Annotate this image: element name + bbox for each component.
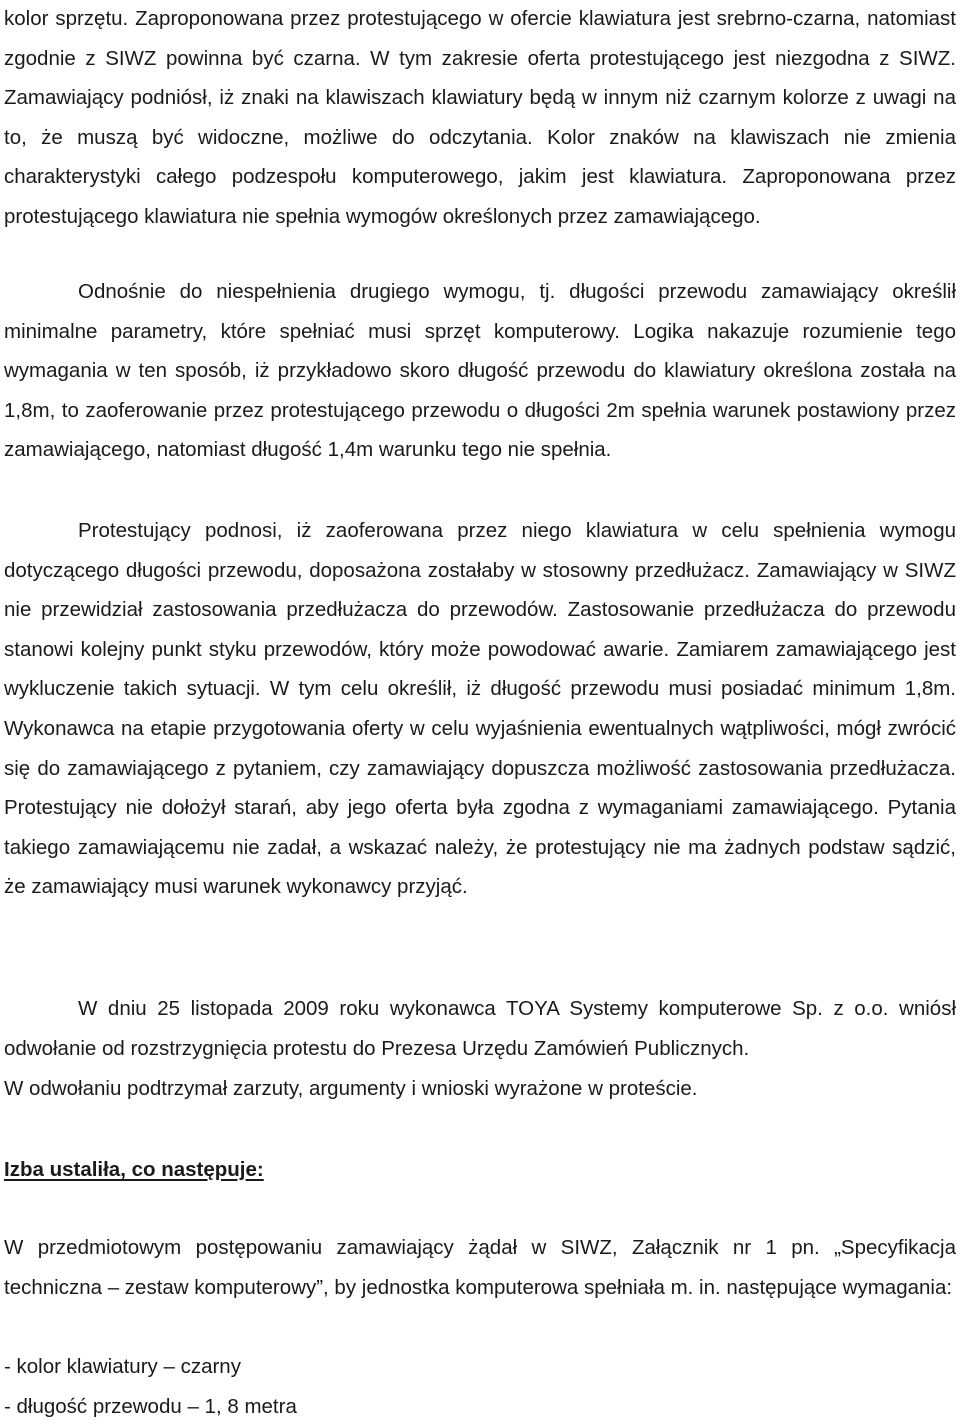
paragraph-appeal-filed: W dniu 25 listopada 2009 roku wykonawca TOYA Systemy komputerowe Sp. z o.o. wniósł odwołanie od rozstrzygnięcia protestu do Prezesa Urzędu Zamówień Publicznych. (4, 997, 956, 1060)
paragraph-keyboard-color: kolor sprzętu. Zaproponowana przez protestującego w ofercie klawiatura jest srebrno-czarna, natomiast zgodnie z SIWZ powinna być czarna. W tym zakresie oferta protestującego jest niezgodna z SIWZ. Zamawiający podniósł, iż znaki na klawiszach klawiatury będą w innym niż czarnym kolorze z uwagi na to, że muszą być widoczne, możliwe do odczytania. Kolor znaków na klawiszach nie zmienia charakterystyki całego podzespołu komputerowego, jakim jest klawiatura. Zaproponowana przez protestującego klawiatura nie spełnia wymogów określonych przez zamawiającego. (4, 7, 956, 228)
paragraph-cable-length: Odnośnie do niespełnienia drugiego wymogu, tj. długości przewodu zamawiający określił minimalne parametry, które spełniać musi sprzęt komputerowy. Logika nakazuje rozumienie tego wymagania w ten sposób, iż przykładowo skoro długość przewodu do klawiatury określona została na 1,8m, to zaoferowanie przez protestującego przewodu o długości 2m spełnia warunek postawiony przez zamawiającego, natomiast długość 1,4m warunku tego nie spełnia. (4, 280, 956, 462)
paragraph-appeal-maintained: W odwołaniu podtrzymał zarzuty, argumenty i wnioski wyrażone w proteście. (4, 1077, 698, 1100)
requirements-list (4, 1347, 297, 1426)
list-item: - długość przewodu – 1, 8 metra (4, 1394, 297, 1418)
list-item: - kolor klawiatury – czarny (4, 1355, 241, 1378)
paragraph-extension-cord: Protestujący podnosi, iż zaoferowana przez niego klawiatura w celu spełnienia wymogu dotyczącego długości przewodu, doposażona zostałaby w stosowny przedłużacz. Zamawiający w SIWZ nie przewidział zastosowania przedłużacza do przewodów. Zastosowanie przedłużacza do przewodu stanowi kolejny punkt styku przewodów, który może powodować awarie. Zamiarem zamawiającego jest wykluczenie takich sytuacji. W tym celu określił, iż długość przewodu musi posiadać minimum 1,8m. Wykonawca na etapie przygotowania oferty w celu wyjaśnienia ewentualnych wątpliwości, mógł zwrócić się do zamawiającego z pytaniem, czy zamawiający dopuszcza możliwość zastosowania przedłużacza. Protestujący nie dołożył starań, aby jego oferta była zgodna z wymaganiami zamawiającego. Pytania takiego zamawiającemu nie zadał, a wskazać należy, że protestujący nie ma żadnych podstaw sądzić, że zamawiający musi warunek wykonawcy przyjąć. (4, 519, 956, 899)
section-heading: Izba ustaliła, co następuje: (4, 1158, 264, 1181)
paragraph-requirements-intro: W przedmiotowym postępowaniu zamawiający żądał w SIWZ, Załącznik nr 1 pn. „Specyfikacja techniczna – zestaw komputerowy”, by jednostka komputerowa spełniała m. in. następujące wymagania: (4, 1236, 956, 1299)
